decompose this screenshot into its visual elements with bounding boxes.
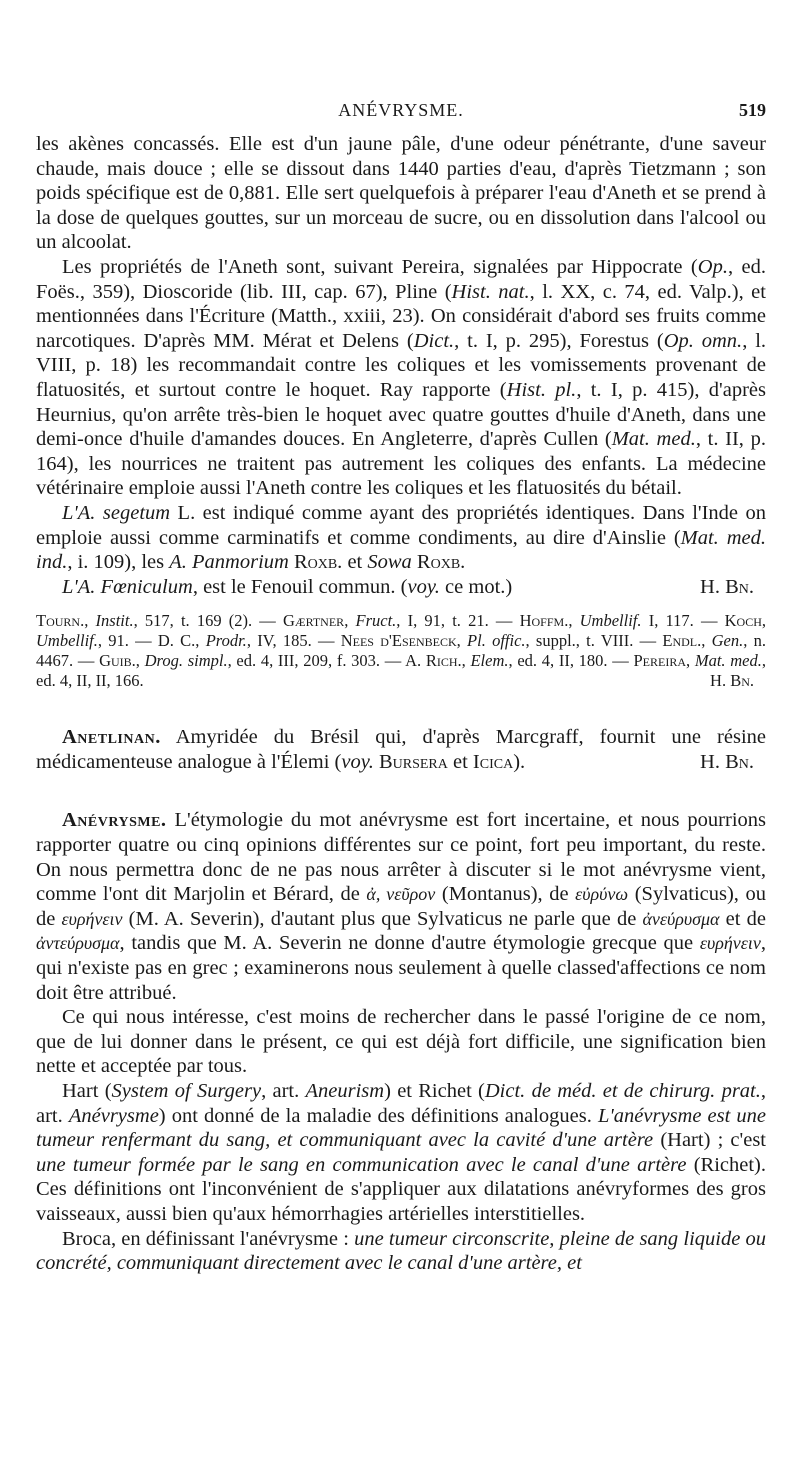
anetlinan-signature: H. Bn. xyxy=(700,750,754,773)
page-number: 519 xyxy=(739,100,766,120)
anetlinan-paragraph: Anetlinan. Amyridée du Brésil qui, d'après Marcgraff, fournit une résine médicamenteuse analogue à l'Élemi (voy. Bursera et Icica). H. Bn. xyxy=(36,726,766,773)
bibliography-signature: H. Bn. xyxy=(710,671,754,691)
aneth-paragraph-4: L'A. Fœniculum, est le Fenouil commun. (voy. ce mot.) H. Bn. xyxy=(62,575,754,598)
aneth-paragraph-3: L'A. segetum L. est indiqué comme ayant des propriétés identiques. Dans l'Inde on emploie aussi comme carminatifs et comme condiments, au dire d'Ainslie (Mat. med. ind., i. 109), les A. Panmorium Roxb. et Sowa Roxb. xyxy=(36,501,766,574)
page-body xyxy=(36,132,766,1276)
bibliography xyxy=(36,611,766,691)
anevrysme-paragraph-3: Hart (System of Surgery, art. Aneurism) et Richet (Dict. de méd. et de chirurg. prat., art. Anévrysme) ont donné de la maladie des définitions analogues. L'anévrysme est une tumeur renfermant du sang, et communiquant avec la cavité d'une artère (Hart) ; c'est une tumeur formée par le sang en communication avec le canal d'une artère (Richet). Ces définitions ont l'inconvénient de s'appliquer aux dilatations anévryformes des gros vaisseaux, aussi bien qu'aux hémorrhagies artérielles interstitielles. xyxy=(36,1080,767,1225)
running-title: ANÉVRYSME. xyxy=(338,100,464,120)
entry-headword: Anévrysme. xyxy=(62,809,167,832)
page-header xyxy=(36,96,766,126)
aneth-paragraph-1: les akènes concassés. Elle est d'un jaune pâle, d'une odeur pénétrante, d'une saveur chaude, mais douce ; elle se dissout dans 1440 parties d'eau, d'après Tietzmann ; son poids spécifique est de 0,881. Elle sert quelquefois à préparer l'eau d'Aneth et se prend à la dose de quelques gouttes, sur un morceau de sucre, ou en dissolution dans l'alcool ou un alcoolat. xyxy=(36,133,766,254)
anevrysme-paragraph-4: Broca, en définissant l'anévrysme : une tumeur circonscrite, pleine de sang liquide ou concrété, communiquant directement avec le canal d'une artère, et xyxy=(36,1227,766,1275)
entry-anevrysme xyxy=(36,808,766,1275)
author-signature: H. Bn. xyxy=(700,575,754,598)
entry-anetlinan xyxy=(36,725,766,774)
entry-headword: Anetlinan. xyxy=(62,726,161,749)
anevrysme-paragraph-1: Anévrysme. L'étymologie du mot anévrysme est fort incertaine, et nous pourrions rapporter quatre ou cinq opinions différentes sur ce point, fort peu important, du reste. On nous permettra donc de ne pas nous arrêter à discuter si le mot anévrysme vient, comme l'ont dit Marjolin et Bérard, de ἀ, νεῦρον (Montanus), de εὐρύνω (Sylvaticus), ou de ευρήνειν (M. A. Severin), d'autant plus que Sylvaticus ne parle que de ἀνεύρυσμα et de ἀντεύρυσμα, tandis que M. A. Severin ne donne d'autre étymologie grecque que ευρήνειν, qui n'existe pas en grec ; examinerons nous seulement à quelle classed'affections ce nom doit être attribué. xyxy=(36,809,766,1004)
anevrysme-paragraph-2: Ce qui nous intéresse, c'est moins de rechercher dans le passé l'origine de ce nom, que de lui donner dans le présent, ce qui est déjà fort difficile, une signification bien nette et acceptée par tous. xyxy=(36,1006,766,1078)
aneth-paragraph-2: Les propriétés de l'Aneth sont, suivant Pereira, signalées par Hippocrate (Op., ed. Foës., 359), Dioscoride (lib. III, cap. 67), Pline (Hist. nat., l. XX, c. 74, ed. Valp.), et mentionnées dans l'Écriture (Matth., xxiii, 23). On considérait d'abord ses fruits comme narcotiques. D'après MM. Mérat et Delens (Dict., t. I, p. 295), Forestus (Op. omn., l. VIII, p. 18) les recommandait contre les coliques et les vomissements provenant de flatuosités, et surtout contre le hoquet. Ray rapporte (Hist. pl., t. I, p. 415), d'après Heurnius, qu'on arrête très-bien le hoquet avec quatre gouttes d'huile d'Aneth, dans une demi-once d'huile d'amandes douces. En Angleterre, d'après Cullen (Mat. med., t. II, p. 164), les nourrices ne traitent pas autrement les coliques des enfants. La médecine vétérinaire emploie aussi l'Aneth contre les coliques et les flatuosités du bétail. xyxy=(36,255,767,500)
bibliography-text: Tourn., Instit., 517, t. 169 (2). — Gærtner, Fruct., I, 91, t. 21. — Hoffm., Umbellif. I, 117. — Koch, Umbellif., 91. — D. C., Prodr., IV, 185. — Nees d'Esenbeck, Pl. offic., suppl., t. VIII. — Endl., Gen., n. 4467. — Guib., Drog. simpl., ed. 4, III, 209, f. 303. — A. Rich., Elem., ed. 4, II, 180. — Pereira, Mat. med., ed. 4, II, II, 166. H. Bn. xyxy=(36,611,767,691)
